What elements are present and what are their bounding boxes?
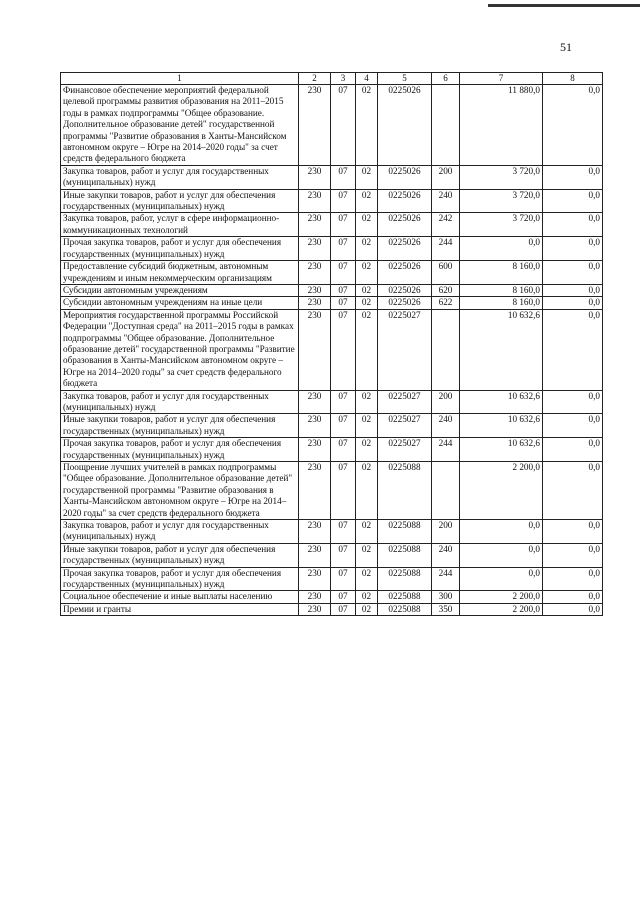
table-row [61,189,603,213]
admin-code-cell: 230 [299,603,331,615]
table-row [61,438,603,462]
subsection-code-cell: 02 [356,438,378,462]
amount-cell: 0,0 [543,297,603,309]
amount-cell: 0,0 [543,603,603,615]
table-row [61,261,603,285]
section-code-cell: 07 [331,165,356,189]
subsection-code-cell: 02 [356,165,378,189]
column-header: 2 [299,73,331,85]
subsection-code-cell: 02 [356,213,378,237]
section-code-cell: 07 [331,237,356,261]
expense-type-code-cell: 244 [432,567,460,591]
amount-cell: 0,0 [543,438,603,462]
amount-cell: 3 720,0 [460,189,543,213]
section-code-cell: 07 [331,309,356,390]
subsection-code-cell: 02 [356,462,378,520]
subsection-code-cell: 02 [356,543,378,567]
target-item-code-cell: 0225088 [378,567,432,591]
table-row [61,520,603,544]
amount-cell: 0,0 [543,284,603,296]
column-header: 3 [331,73,356,85]
section-code-cell: 07 [331,213,356,237]
amount-cell: 8 160,0 [460,261,543,285]
amount-cell: 10 632,6 [460,309,543,390]
amount-cell: 0,0 [543,213,603,237]
amount-cell: 0,0 [460,543,543,567]
section-code-cell: 07 [331,591,356,603]
admin-code-cell: 230 [299,309,331,390]
section-code-cell: 07 [331,567,356,591]
column-header: 7 [460,73,543,85]
target-item-code-cell: 0225026 [378,165,432,189]
expense-type-code-cell: 242 [432,213,460,237]
amount-cell: 0,0 [460,520,543,544]
column-header: 4 [356,73,378,85]
section-code-cell: 07 [331,284,356,296]
subsection-code-cell: 02 [356,591,378,603]
expense-type-code-cell: 350 [432,603,460,615]
table-row [61,543,603,567]
item-name-cell: Иные закупки товаров, работ и услуг для обеспечения государственных (муниципальных) нужд [61,189,299,213]
section-code-cell: 07 [331,85,356,166]
scan-edge-line [488,4,640,7]
column-number-row [61,73,603,85]
target-item-code-cell: 0225026 [378,237,432,261]
amount-cell: 0,0 [543,591,603,603]
admin-code-cell: 230 [299,284,331,296]
item-name-cell: Предоставление субсидий бюджетным, автономным учреждениям и иным некоммерческим организациям [61,261,299,285]
amount-cell: 10 632,6 [460,414,543,438]
amount-cell: 0,0 [460,567,543,591]
admin-code-cell: 230 [299,567,331,591]
target-item-code-cell: 0225088 [378,603,432,615]
admin-code-cell: 230 [299,390,331,414]
section-code-cell: 07 [331,438,356,462]
admin-code-cell: 230 [299,261,331,285]
amount-cell: 0,0 [543,390,603,414]
item-name-cell: Субсидии автономным учреждениям на иные цели [61,297,299,309]
table-row [61,284,603,296]
target-item-code-cell: 0225027 [378,390,432,414]
expense-type-code-cell [432,309,460,390]
target-item-code-cell: 0225026 [378,189,432,213]
amount-cell: 8 160,0 [460,297,543,309]
subsection-code-cell: 02 [356,414,378,438]
amount-cell: 0,0 [543,189,603,213]
expense-type-code-cell: 244 [432,438,460,462]
target-item-code-cell: 0225026 [378,261,432,285]
amount-cell: 0,0 [543,567,603,591]
budget-table [60,72,603,616]
admin-code-cell: 230 [299,543,331,567]
amount-cell: 0,0 [543,462,603,520]
amount-cell: 2 200,0 [460,591,543,603]
table-row [61,567,603,591]
table-row [61,390,603,414]
admin-code-cell: 230 [299,297,331,309]
amount-cell: 0,0 [543,85,603,166]
admin-code-cell: 230 [299,85,331,166]
target-item-code-cell: 0225026 [378,297,432,309]
expense-type-code-cell: 240 [432,543,460,567]
admin-code-cell: 230 [299,591,331,603]
expense-type-code-cell [432,462,460,520]
admin-code-cell: 230 [299,414,331,438]
item-name-cell: Субсидии автономным учреждениям [61,284,299,296]
item-name-cell: Прочая закупка товаров, работ и услуг для обеспечения государственных (муниципальных) нужд [61,567,299,591]
admin-code-cell: 230 [299,165,331,189]
column-header: 6 [432,73,460,85]
section-code-cell: 07 [331,390,356,414]
admin-code-cell: 230 [299,462,331,520]
amount-cell: 0,0 [543,543,603,567]
item-name-cell: Премии и гранты [61,603,299,615]
item-name-cell: Прочая закупка товаров, работ и услуг для обеспечения государственных (муниципальных) нужд [61,237,299,261]
expense-type-code-cell: 200 [432,165,460,189]
table-row [61,462,603,520]
expense-type-code-cell: 244 [432,237,460,261]
section-code-cell: 07 [331,520,356,544]
amount-cell: 2 200,0 [460,603,543,615]
target-item-code-cell: 0225026 [378,85,432,166]
item-name-cell: Закупка товаров, работ и услуг для государственных (муниципальных) нужд [61,520,299,544]
amount-cell: 0,0 [543,309,603,390]
column-header: 5 [378,73,432,85]
amount-cell: 0,0 [543,165,603,189]
subsection-code-cell: 02 [356,85,378,166]
item-name-cell: Иные закупки товаров, работ и услуг для обеспечения государственных (муниципальных) нужд [61,543,299,567]
item-name-cell: Финансовое обеспечение мероприятий федеральной целевой программы развития образования на 2011–2015 годы в рамках подпрограммы "Общее образование. Дополнительное образование детей" государственной программы "Развитие образования в Ханты-Мансийском автономном округе – Югре на 2014–2020 годы" за счет средств федерального бюджета [61,85,299,166]
item-name-cell: Иные закупки товаров, работ и услуг для обеспечения государственных (муниципальных) нужд [61,414,299,438]
subsection-code-cell: 02 [356,520,378,544]
amount-cell: 10 632,6 [460,438,543,462]
subsection-code-cell: 02 [356,567,378,591]
subsection-code-cell: 02 [356,309,378,390]
table-row [61,85,603,166]
expense-type-code-cell: 200 [432,520,460,544]
table-row [61,591,603,603]
admin-code-cell: 230 [299,520,331,544]
target-item-code-cell: 0225027 [378,438,432,462]
column-header: 1 [61,73,299,85]
table-row [61,603,603,615]
table-row [61,165,603,189]
target-item-code-cell: 0225027 [378,414,432,438]
expense-type-code-cell: 622 [432,297,460,309]
subsection-code-cell: 02 [356,390,378,414]
subsection-code-cell: 02 [356,284,378,296]
subsection-code-cell: 02 [356,297,378,309]
item-name-cell: Закупка товаров, работ, услуг в сфере информационно-коммуникационных технологий [61,213,299,237]
section-code-cell: 07 [331,543,356,567]
subsection-code-cell: 02 [356,189,378,213]
item-name-cell: Социальное обеспечение и иные выплаты населению [61,591,299,603]
target-item-code-cell: 0225088 [378,543,432,567]
table-row [61,414,603,438]
amount-cell: 3 720,0 [460,165,543,189]
section-code-cell: 07 [331,603,356,615]
table-body [61,85,603,616]
admin-code-cell: 230 [299,237,331,261]
amount-cell: 0,0 [543,520,603,544]
amount-cell: 8 160,0 [460,284,543,296]
target-item-code-cell: 0225026 [378,284,432,296]
expense-type-code-cell: 300 [432,591,460,603]
amount-cell: 11 880,0 [460,85,543,166]
section-code-cell: 07 [331,414,356,438]
item-name-cell: Закупка товаров, работ и услуг для государственных (муниципальных) нужд [61,165,299,189]
column-header: 8 [543,73,603,85]
admin-code-cell: 230 [299,213,331,237]
admin-code-cell: 230 [299,189,331,213]
item-name-cell: Прочая закупка товаров, работ и услуг для обеспечения государственных (муниципальных) нужд [61,438,299,462]
admin-code-cell: 230 [299,438,331,462]
subsection-code-cell: 02 [356,603,378,615]
expense-type-code-cell [432,85,460,166]
amount-cell: 0,0 [543,237,603,261]
expense-type-code-cell: 240 [432,414,460,438]
section-code-cell: 07 [331,261,356,285]
amount-cell: 2 200,0 [460,462,543,520]
table-row [61,309,603,390]
section-code-cell: 07 [331,297,356,309]
target-item-code-cell: 0225088 [378,520,432,544]
subsection-code-cell: 02 [356,261,378,285]
expense-type-code-cell: 620 [432,284,460,296]
target-item-code-cell: 0225027 [378,309,432,390]
table-row [61,297,603,309]
item-name-cell: Поощрение лучших учителей в рамках подпрограммы "Общее образование. Дополнительное образование детей" государственной программы "Развитие образования в Ханты-Мансийском автономном округе – Югре на 2014–2020 годы" за счет средств федерального бюджета [61,462,299,520]
expense-type-code-cell: 600 [432,261,460,285]
amount-cell: 0,0 [543,261,603,285]
amount-cell: 10 632,6 [460,390,543,414]
amount-cell: 0,0 [460,237,543,261]
page-number: 51 [560,40,572,54]
amount-cell: 3 720,0 [460,213,543,237]
table-row [61,213,603,237]
target-item-code-cell: 0225088 [378,462,432,520]
target-item-code-cell: 0225026 [378,213,432,237]
expense-type-code-cell: 200 [432,390,460,414]
section-code-cell: 07 [331,462,356,520]
expense-type-code-cell: 240 [432,189,460,213]
amount-cell: 0,0 [543,414,603,438]
item-name-cell: Мероприятия государственной программы Российской Федерации "Доступная среда" на 2011–2015 годы в рамках подпрограммы "Общее образование. Дополнительное образование детей" государственной программы "Развитие образования в Ханты-Мансийском автономном округе – Югре на 2014–2020 годы" за счет средств федерального бюджета [61,309,299,390]
item-name-cell: Закупка товаров, работ и услуг для государственных (муниципальных) нужд [61,390,299,414]
target-item-code-cell: 0225088 [378,591,432,603]
table-row [61,237,603,261]
section-code-cell: 07 [331,189,356,213]
subsection-code-cell: 02 [356,237,378,261]
